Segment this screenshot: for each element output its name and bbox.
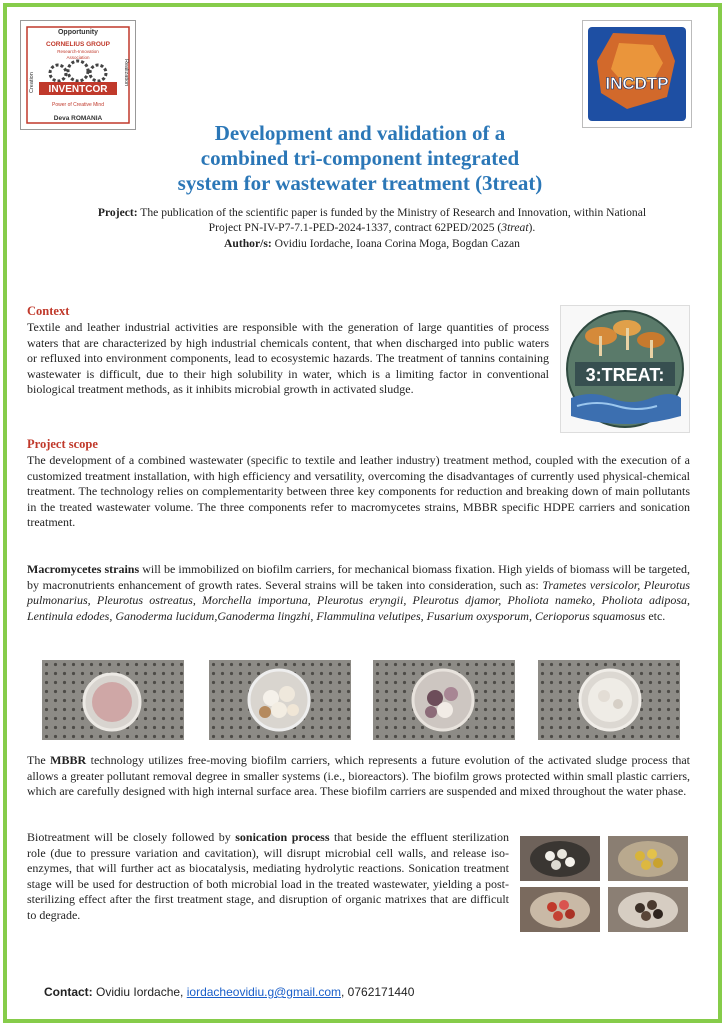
mbbr-pre: The [27,753,51,767]
carrier-photo-4 [608,887,688,932]
scope-heading: Project scope [27,437,98,451]
sample-photo-4 [538,660,680,740]
incdtp-logo [582,20,692,128]
sonication-text: that beside the effluent sterilization role (due to pressure variation and cavitation), will disrupt microbial cell walls, and release iso-enzymes, that will further act as biocatalysis, mediating hydrolytic reactions. Sonication treatment stage will be used for destruction of both microbial load in the treated wastewater, yielding a post-sterilizing effect after the first treatment stage, and disruption of organic matrixes that are difficult to degrade. [27,830,509,922]
scope-body: The development of a combined wastewater (specific to textile and leather industry) treatment method, coupled with the execution of a customized treatment installation, with high efficiency and versatility, overcoming the disadvantages of currently used physical-chemical treatment. The technology relies on complementarity between three key components for reduction and breaking down of main pollutants in the treated wastewater volume. The three components refer to macromycetes strains, MBBR specific HDPE carriers and sonication treatment. [27,453,690,530]
contact-name: Ovidiu Iordache, [92,985,187,999]
project-text-italic: 3treat [501,221,529,234]
title-line-1: Development and validation of a [214,121,506,145]
macromycetes-paragraph [27,562,690,624]
carrier-photo-3 [520,887,600,932]
page-title [140,121,580,196]
authors-label: Author/s: [224,237,272,250]
sonication-paragraph [27,830,509,924]
carrier-photo-1 [520,836,600,881]
sonication-pre: Biotreatment will be closely followed by [27,830,236,844]
sample-photo-2 [209,660,351,740]
sample-photo-1 [42,660,184,740]
contact-label: Contact: [44,985,93,999]
gears-icon [50,61,106,81]
macromycetes-bold: Macromycetes strains [27,562,140,576]
logo-opportunity-text: Opportunity [57,29,99,36]
carrier-photo-2 [608,836,688,881]
logo-bottom2: Deva ROMANIA [53,115,103,122]
authors-names: Ovidiu Iordache, Ioana Corina Moga, Bogdan Cazan [271,237,520,250]
badge-text: 3:TREAT: [585,365,665,385]
project-label: Project: [97,206,138,219]
authors-line [92,236,652,251]
contact-line [44,985,414,999]
project-text-2: ). [528,221,536,234]
sample-photo-3 [373,660,515,740]
logo-org-line3: Association [66,55,90,60]
project-info [92,205,652,251]
mbbr-bold: MBBR [50,753,87,767]
incdtp-text: INCDTP [605,74,669,93]
macromycetes-text: will be immobilized on biofilm carriers, for mechanical biomass fixation. High yields of biomass will be targeted, by macronutrients enhancement of growth rates. Several strains will be taken into consideration, such as: [27,562,691,592]
mbbr-paragraph [27,753,690,800]
logo-bottom1: Power of Creative Mind [52,102,104,108]
context-body: Textile and leather industrial activities are responsible with the generation of large quantities of process waters that are characterized by high industrial chemicals content, that when discharged into public waters or refluxed into environment components, lead to ecosystemic hazards. The treatment of tannins containing wastewater is difficult, due to their high solubility in water, which is a limiting factor in conventional biological treatment methods, as it inhibits microbial growth in activated sludge. [27,320,549,397]
logo-org-line2: Research-Innovation [57,49,99,54]
title-line-2: combined tri-component integrated [200,146,520,170]
contact-email-link[interactable]: iordacheovidiu.g@gmail.com [186,985,341,999]
logo-side-right: Realization [123,59,129,87]
title-line-3: system for wastewater treatment (3treat) [177,171,543,195]
logo-org-line1: CORNELIUS GROUP [46,41,110,48]
mbbr-text: technology utilizes free-moving biofilm carriers, which represents a future evolution of the activated sludge process that allows a greater pollutant removal degree in smaller systems (i.e., bioreactors). The biofilm grows protected within small plastic carriers, which are carefully designed with high internal surface area. These biofilm carriers are suspended and mixed throughout the water phase. [27,753,690,799]
project-funding [92,205,652,235]
macromycetes-species: Trametes versicolor, Pleurotus pulmonarius, Pleurotus ostreatus, Morchella importuna, Pleurotus eryngii, Pleurotus djamor, Pholiota nameko, Pholiota adiposa, Lentinula edodes, Ganoderma lucidum,Ganoderma lingzhi, Flammulina velutipes, Fusarium oxysporum, Cerioporus squamosus [27,577,690,623]
context-heading: Context [27,304,70,318]
macromycetes-tail: etc. [645,608,666,623]
3treat-badge-image [560,305,690,433]
logo-brand: INVENTCOR [48,84,108,95]
logo-side-left: Creation [29,72,35,93]
sonication-bold: sonication process [235,830,330,844]
project-text-1: The publication of the scientific paper is funded by the Ministry of Research and Innovation, within National Project PN-IV-P7-7.1-PED-2024-1337, contract 62PED/2025 ( [137,206,647,234]
contact-phone: , 0762171440 [341,985,415,999]
inventcor-logo [20,20,136,130]
